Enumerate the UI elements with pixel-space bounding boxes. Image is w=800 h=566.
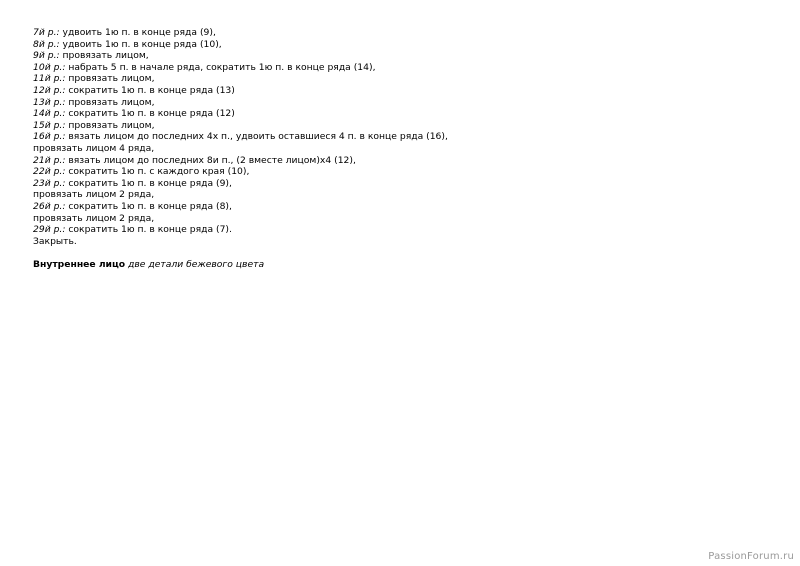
section-title: Внутреннее лицо (33, 258, 126, 270)
row-label: 22й р.: (33, 166, 66, 178)
instruction-line (33, 73, 773, 85)
instruction-line (33, 27, 773, 39)
row-text: провязать лицом, (65, 96, 155, 108)
row-text: удвоить 1ю п. в конце ряда (10), (59, 38, 222, 50)
row-text: сократить 1ю п. с каждого края (10), (65, 166, 250, 178)
row-text: вязать лицом до последних 4х п., удвоить оставшиеся 4 п. в конце ряда (16), (65, 131, 448, 143)
row-text: провязать лицом, (59, 50, 149, 62)
section-heading (33, 259, 773, 271)
row-text: провязать лицом, (65, 119, 155, 131)
instruction-line (33, 50, 773, 62)
row-label: 11й р.: (33, 73, 66, 85)
row-label: 21й р.: (33, 154, 66, 166)
row-text: сократить 1ю п. в конце ряда (13) (65, 84, 235, 96)
row-text: вязать лицом до последних 8и п., (2 вместе лицом)х4 (12), (65, 154, 356, 166)
row-text: сократить 1ю п. в конце ряда (7). (65, 224, 232, 236)
row-text: провязать лицом, (65, 73, 155, 85)
row-text: провязать лицом 4 ряда, (33, 142, 155, 154)
row-label: 15й р.: (33, 119, 66, 131)
instruction-line (33, 97, 773, 109)
instruction-line (33, 178, 773, 190)
row-label: 13й р.: (33, 96, 66, 108)
row-label: 9й р.: (33, 50, 60, 62)
row-label: 16й р.: (33, 131, 66, 143)
instruction-line (33, 85, 773, 97)
instruction-line (33, 143, 773, 155)
row-text: провязать лицом 2 ряда, (33, 189, 155, 201)
document-page (33, 27, 773, 270)
instruction-line (33, 189, 773, 201)
row-text: сократить 1ю п. в конце ряда (12) (65, 108, 235, 120)
row-label: 12й р.: (33, 84, 66, 96)
instruction-line (33, 155, 773, 167)
instruction-line (33, 39, 773, 51)
paragraph-spacer (33, 247, 773, 259)
row-label: 23й р.: (33, 177, 66, 189)
row-label: 14й р.: (33, 108, 66, 120)
row-text: сократить 1ю п. в конце ряда (9), (65, 177, 232, 189)
instruction-line (33, 213, 773, 225)
instruction-line (33, 224, 773, 236)
row-text: сократить 1ю п. в конце ряда (8), (65, 200, 232, 212)
instruction-line (33, 108, 773, 120)
row-text: удвоить 1ю п. в конце ряда (9), (59, 27, 216, 38)
instruction-line (33, 201, 773, 213)
instruction-line (33, 62, 773, 74)
row-label: 10й р.: (33, 61, 66, 73)
row-text: Закрыть. (33, 235, 77, 247)
row-text: провязать лицом 2 ряда, (33, 212, 155, 224)
instruction-line (33, 131, 773, 143)
instruction-line (33, 236, 773, 248)
site-watermark: PassionForum.ru (708, 551, 794, 562)
instruction-line (33, 120, 773, 132)
row-label: 8й р.: (33, 38, 60, 50)
instruction-line (33, 166, 773, 178)
row-label: 26й р.: (33, 200, 66, 212)
section-subtitle: две детали бежевого цвета (125, 258, 265, 270)
row-text: набрать 5 п. в начале ряда, сократить 1ю п. в конце ряда (14), (65, 61, 376, 73)
row-label: 29й р.: (33, 224, 66, 236)
row-label: 7й р.: (33, 27, 60, 38)
